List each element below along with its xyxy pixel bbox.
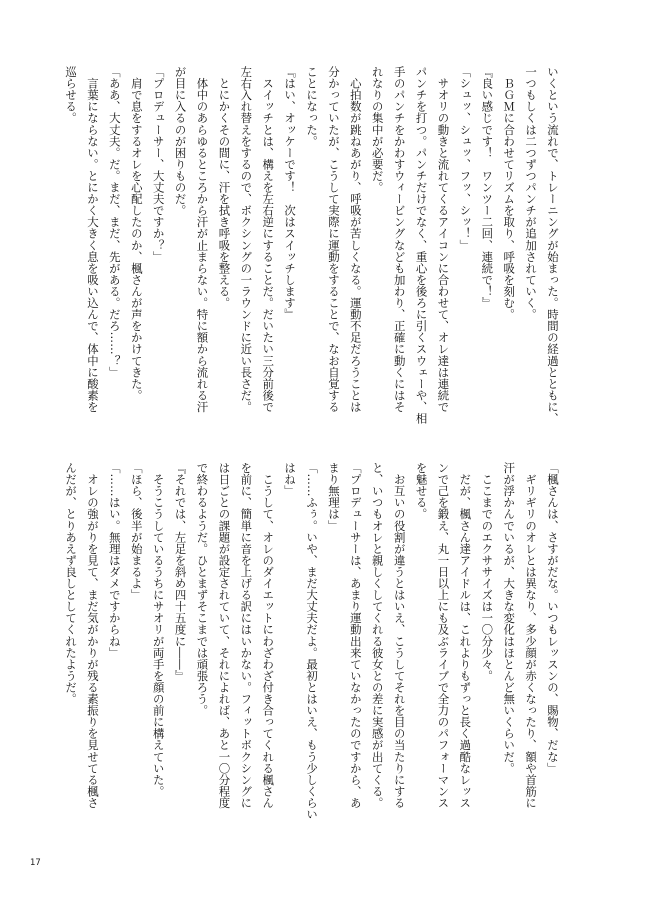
- text-line: で終わるようだ。ひとまずそこまでは頑張ろう。: [195, 462, 210, 717]
- text-line: いくという流れで、トレーニングが始まった。時間の経過とともに、: [546, 66, 560, 425]
- text-line: んだが、とりあえず良しとしてくれたようだ。: [64, 462, 79, 705]
- text-line: を魅せる。: [414, 462, 429, 520]
- text-line: 「プロデューサー、大丈夫ですか？」: [151, 66, 166, 263]
- text-line: パンチを打つ。パンチだけでなく、重心を後ろに引くスウェーや、相: [414, 66, 429, 425]
- upper-text-block: [43, 66, 563, 439]
- text-line: 「プロデューサーは、あまり運動出来ていなかったのですから、あ: [348, 462, 363, 809]
- text-line: 「……ふぅ。いや、まだ大丈夫だよ。最初とはいえ、もう少しくらい: [305, 462, 320, 821]
- text-line: が目に入るのが困りものだ。: [173, 66, 188, 217]
- text-line: ギリギリのオレとは異なり、多少顔が赤くなったり、額や首筋に: [524, 462, 539, 809]
- text-line: オレの強がりを見て、まだ気がかりが残る素振りを見せてる楓さ: [85, 462, 100, 809]
- page-number: 17: [30, 858, 41, 868]
- text-line: まり無理は」: [326, 462, 341, 532]
- text-line: 「ああ、大丈夫。だ。まだ、まだ、先がある。だろ……？」: [107, 66, 122, 378]
- text-line: ＢＧＭに合わせてリズムを取り、呼吸を刻む。: [502, 66, 517, 321]
- text-line: 左右入れ替えをするので、ボクシングの一ラウンドに近い長さだ。: [239, 66, 254, 413]
- lower-text-block: [43, 462, 563, 835]
- text-line: 一つもしくは二つずつパンチが追加されていく。: [524, 66, 539, 321]
- text-line: 『良い感じです！ ワンツー二回、連続で！』: [480, 66, 495, 309]
- text-line: 「シュッ、シュッ、フッ、シッ！」: [458, 66, 473, 251]
- text-line: 分かっていたが、こうして実際に運動をすることで、なお自覚する: [326, 66, 341, 413]
- text-line: 「楓さんは、さすがだな。いつもレッスンの、賜物、だな」: [546, 462, 560, 774]
- text-line: 肩で息をするオレを心配したのか、楓さんが声をかけてきた。: [129, 66, 144, 401]
- text-line: 巡らせる。: [64, 66, 79, 124]
- text-line: そうこうしているうちにサオリが両手を顔の前に構えていた。: [151, 462, 166, 797]
- text-line: ンで己を鍛え、丸一日以上にも及ぶライブで全力のパフォーマンス: [436, 462, 451, 809]
- text-line: スイッチとは、構えを左右逆にすることだ。だいたい三分前後で: [261, 66, 276, 413]
- text-line: ここまでのエクササイズは一〇分少々。: [480, 462, 495, 682]
- text-line: 心拍数が跳ねあがり、呼吸が苦しくなる。運動不足だろうことは: [348, 66, 363, 413]
- text-line: 「……はい。無理はダメですからね」: [107, 462, 122, 659]
- text-line: 『それでは、左足を斜め四十五度に――』: [173, 462, 188, 682]
- text-line: 「ほら、後半が始まるよ」: [129, 462, 144, 601]
- text-line: 『はい、オッケーです！ 次はスイッチします』: [283, 66, 298, 321]
- text-line: 言葉にならない。とにかく大きく息を吸い込んで、体中に酸素を: [85, 66, 100, 413]
- text-line: 体中のあらゆるところから汗が止まらない。特に額から流れる汗: [195, 66, 210, 413]
- text-line: を前に、簡単に音を上げる訳にはいかない。フィットボクシングに: [239, 462, 254, 809]
- text-line: こうして、オレのダイエットにわざわざ付き合ってくれる楓さん: [261, 462, 276, 809]
- text-line: だが、楓さん達アイドルは、これよりもずっと長く過酷なレッス: [458, 462, 473, 809]
- text-line: サオリの動きと流れてくるアイコンに合わせて、オレ達は連続で: [436, 66, 451, 413]
- text-line: 汗が浮かんでいるが、大きな変化はほとんど無いくらいだ。: [502, 462, 517, 774]
- text-line: は日ごとの課題が設定されていて、それによれば、あと一〇分程度: [217, 462, 232, 809]
- text-line: れなりの集中が必要だ。: [370, 66, 385, 194]
- text-line: と、いつもオレと親しくしてくれる彼女との差に実感が出てくる。: [370, 462, 385, 809]
- text-line: ことになった。: [305, 66, 320, 147]
- text-line: お互いの役割が違うとはいえ、こうしてそれを目の当たりにする: [392, 462, 407, 809]
- text-line: 手のパンチをかわすウィービングなども加わり、正確に動くにはそ: [392, 66, 407, 413]
- text-line: はね」: [283, 462, 298, 497]
- text-line: とにかくその間に、汗を拭き呼吸を整える。: [217, 66, 232, 309]
